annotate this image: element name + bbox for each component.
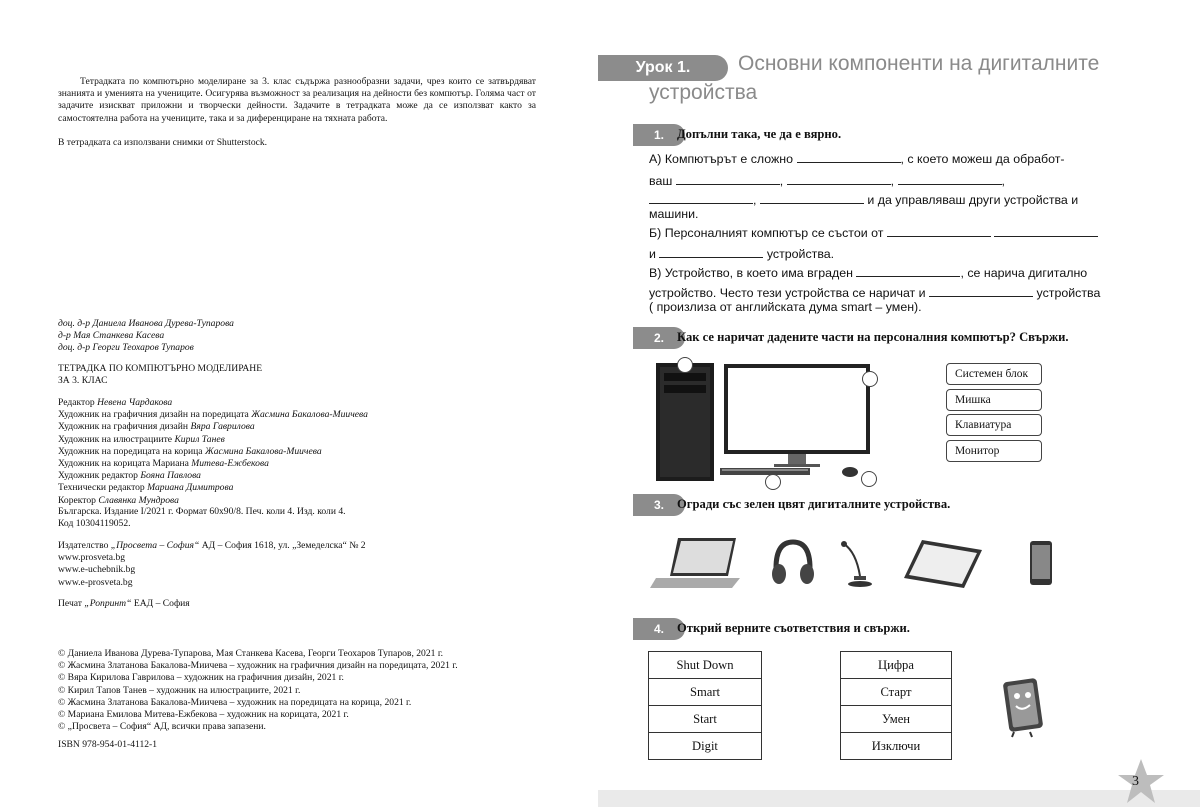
credit-line: Технически редактор Мариана Димитрова <box>58 482 234 494</box>
credit-line: Художник на графичния дизайн на поредицата Жасмина Бакалова-Миичева <box>58 409 368 421</box>
microphone-icon[interactable] <box>838 540 878 590</box>
lesson-label: Урок 1. <box>598 55 728 81</box>
answer-blank[interactable] <box>649 193 753 204</box>
web-link: www.prosveta.bg <box>58 552 126 564</box>
task1-line-c1: В) Устройство, в което има вграден , се нарича дигитално <box>649 266 1088 280</box>
edition-code: Код 10304119052. <box>58 518 131 530</box>
intro-paragraph-2: В тетрадката са използвани снимки от Shutterstock. <box>58 136 268 148</box>
connect-dot[interactable] <box>861 471 877 487</box>
task1-line-c3: ( произлиза от английската дума smart – умен). <box>649 300 922 314</box>
answer-blank[interactable] <box>787 174 891 185</box>
web-link: www.e-uchebnik.bg <box>58 564 136 576</box>
match-right-column <box>840 651 952 760</box>
publisher-line: Издателство „Просвета – София“ АД – София 1618, ул. „Земеделска“ № 2 <box>58 540 366 551</box>
match-right-item[interactable]: Старт <box>841 679 952 706</box>
page-star-icon <box>1116 757 1166 807</box>
answer-blank[interactable] <box>760 193 864 204</box>
copyright-line: © Даниела Иванова Дурева-Тупарова, Мая Станкева Касева, Георги Теохаров Тупаров, 2021 г. <box>58 648 444 659</box>
answer-blank[interactable] <box>797 152 901 163</box>
label-keyboard[interactable]: Клавиатура <box>946 414 1042 436</box>
web-link: www.e-prosveta.bg <box>58 576 133 588</box>
task1-line-a1: А) Компютърът е сложно , с което можеш да обработ- <box>649 152 1065 166</box>
answer-blank[interactable] <box>659 247 763 258</box>
connect-dot[interactable] <box>862 371 878 387</box>
match-left-item[interactable]: Start <box>649 706 762 733</box>
mouse-icon <box>842 467 858 477</box>
author-line: д-р Мая Станкева Касева <box>58 330 165 342</box>
credit-line: Художник редактор Бояна Павлова <box>58 470 201 482</box>
connect-dot[interactable] <box>765 474 781 490</box>
book-title-block <box>58 363 262 387</box>
credit-line: Коректор Славянка Мундрова <box>58 494 179 506</box>
print-line: Печат „Ропринт“ ЕАД – София <box>58 598 190 609</box>
tablet-icon[interactable] <box>902 538 984 590</box>
task1-line-a2: ваш , , , <box>649 174 1005 188</box>
task-number: 2. <box>633 327 685 349</box>
intro-text <box>58 76 536 149</box>
lesson-title-cont: устройства <box>649 81 758 104</box>
lesson-title: Основни компоненти на дигиталните <box>738 52 1100 75</box>
task-title: Огради със зелен цвят дигиталните устройства. <box>677 497 951 511</box>
edition-block <box>58 506 346 530</box>
task1-line-b1: Б) Персоналният компютър се състои от <box>649 226 1098 240</box>
footer-band <box>598 790 1200 807</box>
author-line: доц. д-р Георги Теохаров Тупаров <box>58 342 194 354</box>
author-line: доц. д-р Даниела Иванова Дурева-Тупарова <box>58 318 234 329</box>
monitor-icon <box>724 364 870 467</box>
task-title: Как се наричат дадените части на персоналния компютър? Свържи. <box>677 330 1069 344</box>
isbn: ISBN 978-954-01-4112-1 <box>58 739 158 750</box>
book-title: ТЕТРАДКА ПО КОМПЮТЪРНО МОДЕЛИРАНЕ <box>58 363 263 374</box>
answer-blank[interactable] <box>676 174 780 185</box>
connect-dot[interactable] <box>677 357 693 373</box>
task-title: Допълни така, че да е вярно. <box>677 127 842 141</box>
answer-blank[interactable] <box>898 174 1002 185</box>
answer-blank[interactable] <box>929 286 1033 297</box>
match-right-item[interactable]: Изключи <box>841 733 952 760</box>
computer-illustration <box>650 355 890 485</box>
system-unit-icon <box>656 363 714 481</box>
tablet-character-icon <box>1000 676 1046 738</box>
edition-line: Българска. Издание I/2021 г. Формат 60х90/8. Печ. коли 4. Изд. коли 4. <box>58 506 346 517</box>
task-number: 4. <box>633 618 685 640</box>
answer-blank[interactable] <box>994 226 1098 237</box>
task-number: 1. <box>633 124 685 146</box>
smartphone-icon[interactable] <box>1028 540 1054 586</box>
task1-line-b2: и устройства. <box>649 247 835 261</box>
copyright-block <box>58 648 458 733</box>
label-monitor[interactable]: Монитор <box>946 440 1042 462</box>
task1-line-c2: устройство. Често тези устройства се наричат и устройства <box>649 286 1101 300</box>
credit-line: Редактор Невена Чардакова <box>58 397 173 408</box>
task1-line-a4: машини. <box>649 207 699 221</box>
copyright-line: © „Просвета – София“ АД, всички права запазени. <box>58 721 266 733</box>
match-right-item[interactable]: Цифра <box>841 652 952 679</box>
match-left-item[interactable]: Digit <box>649 733 762 760</box>
credit-line: Художник на графичния дизайн Вяра Гаврилова <box>58 421 255 433</box>
headphones-icon[interactable] <box>770 538 816 588</box>
keyboard-icon <box>720 468 810 475</box>
match-right-item[interactable]: Умен <box>841 706 952 733</box>
match-left-column <box>648 651 762 760</box>
label-mouse[interactable]: Мишка <box>946 389 1042 411</box>
label-system-unit[interactable]: Системен блок <box>946 363 1042 385</box>
laptop-icon[interactable] <box>648 532 748 592</box>
intro-paragraph-1: Тетрадката по компютърно моделиране за 3. клас съдържа разнообразни задачи, чрез които се затвърдяват знанията и уменията на учениците. Осигурява възможност за реализация на дейности без компютър. Голяма част от задачите изискват приложни и творчески дейности. Задачите в тетрадката може да се използват както за самостоятелна работа на учениците, така и за диференциране на тяхната работа. <box>58 76 536 124</box>
copyright-line: © Жасмина Златанова Бакалова-Миичева – художник на графичния дизайн на поредицата, 2021 г. <box>58 660 458 672</box>
credit-line: Художник на илюстрациите Кирил Танев <box>58 433 225 445</box>
task-number: 3. <box>633 494 685 516</box>
credit-line: Художник на корицата Мариана Митева-Ежбекова <box>58 458 269 470</box>
match-left-item[interactable]: Shut Down <box>649 652 762 679</box>
task1-line-a3: , и да управляваш други устройства и <box>649 193 1078 207</box>
book-grade: ЗА 3. КЛАС <box>58 375 108 387</box>
authors-block <box>58 318 234 355</box>
copyright-line: © Жасмина Златанова Бакалова-Миичева – художник на поредицата на корица, 2021 г. <box>58 696 412 708</box>
answer-blank[interactable] <box>887 226 991 237</box>
copyright-line: © Вяра Кирилова Гаврилова – художник на графичния дизайн, 2021 г. <box>58 672 344 684</box>
credit-line: Художник на поредицата на корица Жасмина Бакалова-Миичева <box>58 445 322 457</box>
publisher-block <box>58 540 366 589</box>
page-number: 3 <box>1132 774 1139 789</box>
answer-blank[interactable] <box>856 266 960 277</box>
match-left-item[interactable]: Smart <box>649 679 762 706</box>
task-title: Открий верните съответствия и свържи. <box>677 621 910 635</box>
credits-block <box>58 397 368 507</box>
copyright-line: © Мариана Емилова Митева-Ежбекова – художник на корицата, 2021 г. <box>58 709 349 721</box>
copyright-line: © Кирил Тапов Танев – художник на илюстрациите, 2021 г. <box>58 684 301 696</box>
